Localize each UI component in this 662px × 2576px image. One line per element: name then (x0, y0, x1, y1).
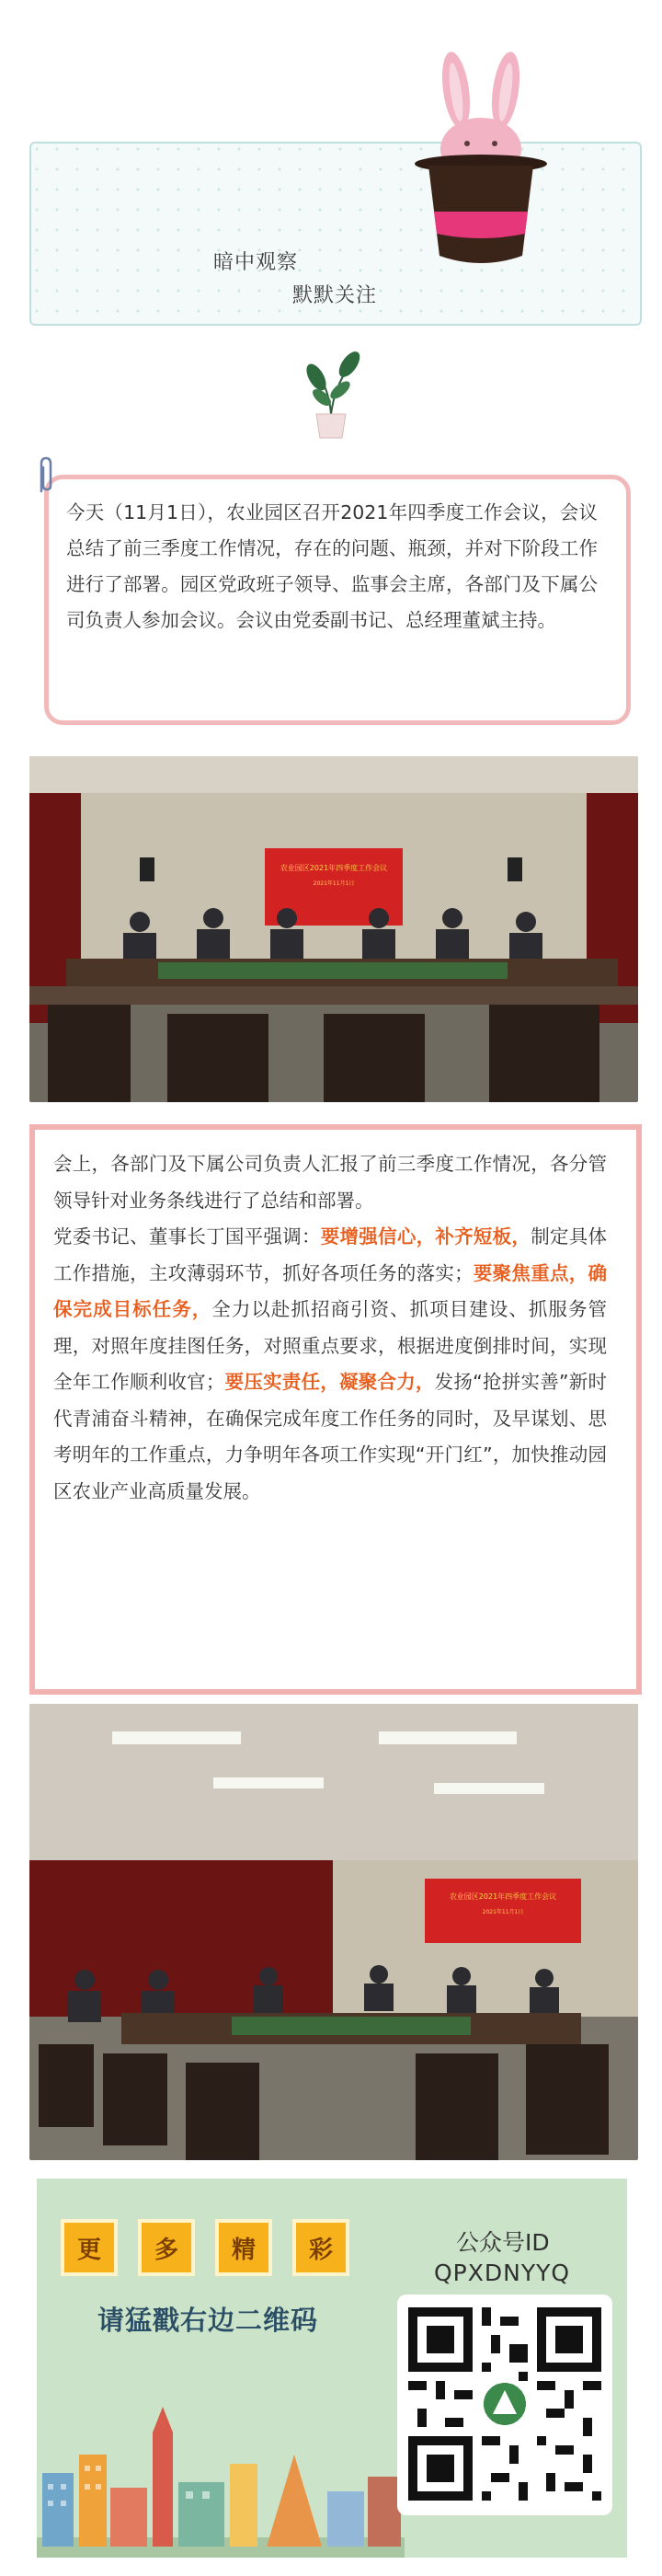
meeting-photo-1 (29, 756, 638, 1102)
paragraph-2-part-c: 发扬“抢拼实善”新时代青浦奋斗精神，在确保完成年度工作任务的同时，及早谋划、思考明年的工作重点，力争明年各项工作实现“开门红”，加快推动园区农业产业高质量发展。 (53, 1371, 608, 1502)
summary-paragraph-2 (53, 1219, 607, 1510)
paragraph-2-part-a: 制定具体工作措施，主攻薄弱环节，抓好各项任务的落实； (53, 1225, 608, 1284)
header-line-1: 暗中观察 (213, 251, 299, 274)
meeting-banner-date-2: 2021年11月1日 (482, 1909, 524, 1915)
intro-text: 今天（11月1日），农业园区召开2021年四季度工作会议，会议总结了前三季度工作情况，存在的问题、瓶颈，并对下阶段工作进行了部署。园区党政班子领导、监事会主席，各部门及下属公司负责人参加会议。会议由党委副书记、总经理董斌主持。 (66, 501, 598, 631)
account-id: QPXDNYYQ (434, 2260, 571, 2286)
meeting-banner-date-1: 2021年11月1日 (313, 880, 355, 887)
speaker-lead: 党委书记、董事长丁国平强调： (53, 1225, 321, 1248)
footer-cta: 请猛戳右边二维码 (97, 2305, 319, 2336)
meeting-photo-2 (29, 1704, 638, 2160)
qr-code-icon[interactable] (408, 2307, 601, 2504)
footer-tile-2: 多 (138, 2219, 195, 2276)
footer-tile-3: 精 (215, 2219, 272, 2276)
highlight-1: 要增强信心，补齐短板， (320, 1225, 531, 1248)
paperclip-icon (33, 454, 59, 497)
paragraph-2-part-b: 全力以赴抓招商引资、抓项目建设、抓服务管理，对照年度挂图任务，对照重点要求，根据进度倒排时间，实现全年工作顺利收官； (53, 1298, 607, 1393)
city-skyline-icon (37, 2399, 405, 2558)
meeting-banner-title-1: 农业园区2021年四季度工作会议 (280, 864, 388, 872)
bunny-hat-icon (412, 46, 550, 276)
footer-tile-1: 更 (61, 2219, 118, 2276)
header-line-2: 默默关注 (292, 284, 378, 307)
highlight-3: 要压实责任，凝聚合力， (224, 1371, 435, 1393)
meeting-banner-title-2: 农业园区2021年四季度工作会议 (449, 1892, 557, 1901)
footer-tile-4: 彩 (292, 2219, 349, 2276)
plant-icon (296, 350, 366, 442)
account-label: 公众号ID (456, 2229, 550, 2256)
summary-content (53, 1146, 607, 1510)
summary-paragraph-1: 会上，各部门及下属公司负责人汇报了前三季度工作情况，各分管领导针对业务条线进行了总结和部署。 (53, 1153, 607, 1212)
highlight-2: 要聚焦重点，确保完成目标任务， (53, 1261, 607, 1320)
qr-code-frame (397, 2294, 612, 2515)
footer-promo (37, 2179, 627, 2558)
